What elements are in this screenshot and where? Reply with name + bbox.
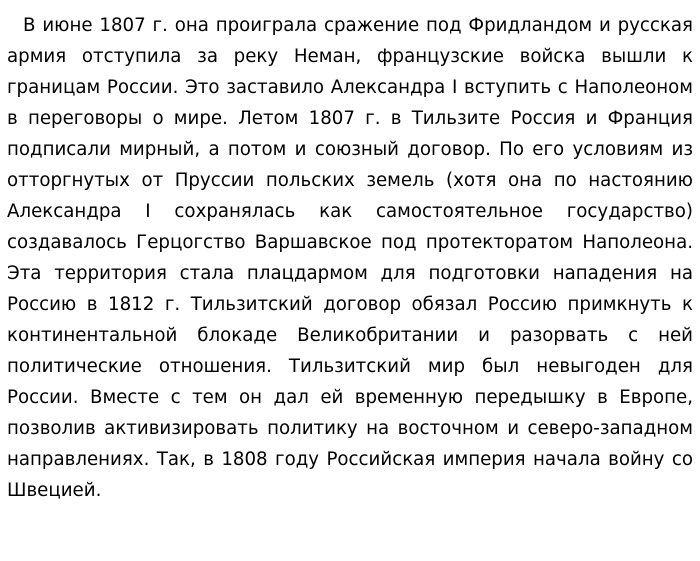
document-body [7,10,693,506]
history-paragraph: В июне 1807 г. она проиграла сражение под Фридландом и русская армия отступила за реку Неман, французские войска вышли к границам России. Это заставило Александра I вступить с Наполеоном в переговоры о мире. Летом 1807 г. в Тильзите Россия и Франция подписали мирный, а потом и союзный договор. По его условиям из отторгнутых от Пруссии польских земель (хотя она по настоянию Александра I сохранялась как самостоятельное государство) создавалось Герцогство Варшавское под протекторатом Наполеона. Эта территория стала плацдармом для подготовки нападения на Россию в 1812 г. Тильзитский договор обязал Россию примкнуть к континентальной блокаде Великобритании и разорвать с ней политические отношения. Тильзитский мир был невыгоден для России. Вместе с тем он дал ей временную передышку в Европе, позволив активизировать политику на восточном и северо-западном направлениях. Так, в 1808 году Российская империя начала войну со Швецией. [7,15,693,501]
